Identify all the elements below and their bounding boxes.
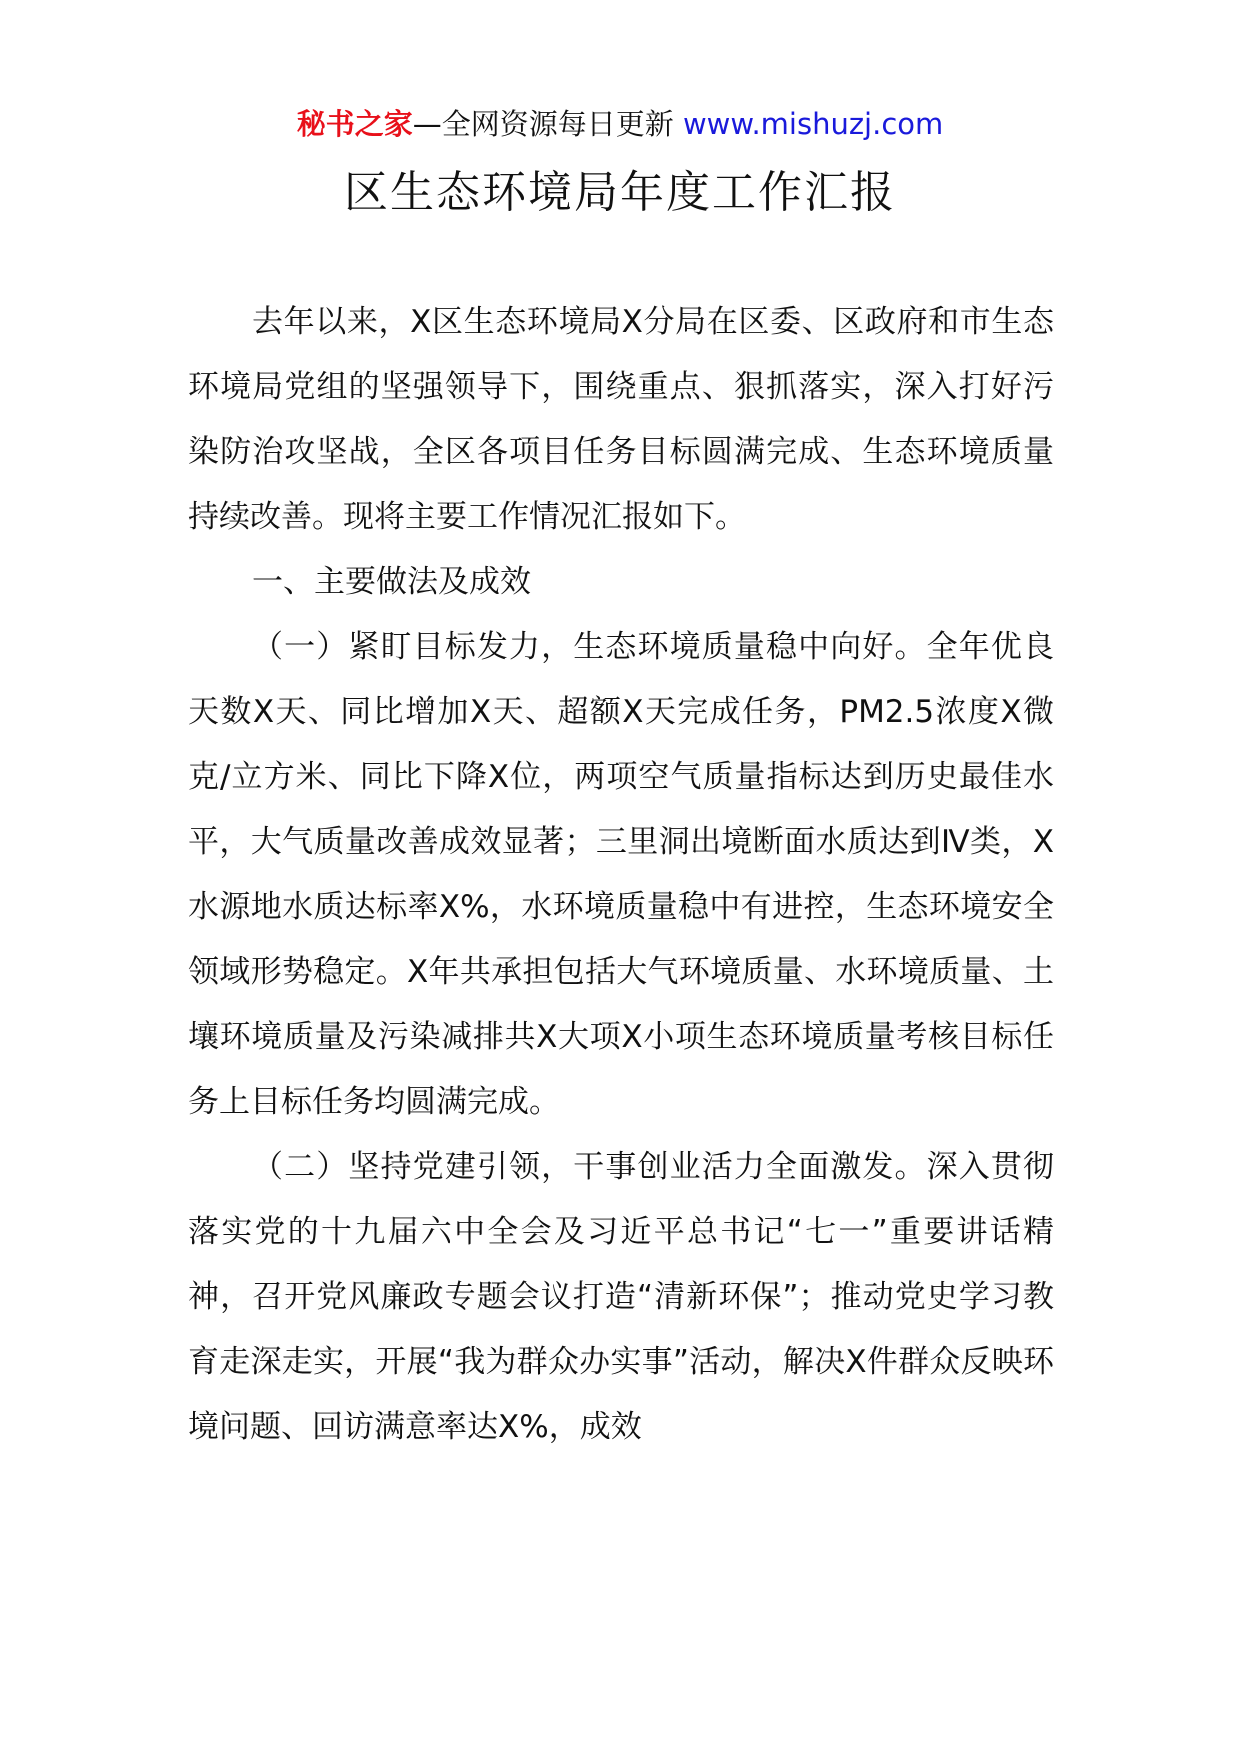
brand-name: 秘书之家 xyxy=(296,107,413,141)
body-paragraph: （二）坚持党建引领，干事创业活力全面激发。深入贯彻落实党的十九届六中全会及习近平总书记“七一”重要讲话精神，召开党风廉政专题会议打造“清新环保”；推动党史学习教育走深走实，开展“我为群众办实事”活动，解决X件群众反映环境问题、回访满意率达X%，成效 xyxy=(188,1149,1054,1445)
section-heading: 一、主要做法及成效 xyxy=(252,564,531,600)
site-header xyxy=(0,104,1240,144)
header-tagline: —全网资源每日更新 xyxy=(412,107,674,141)
document-body xyxy=(188,290,1054,1460)
document-title: 区生态环境局年度工作汇报 xyxy=(344,167,896,218)
body-paragraph: （一）紧盯目标发力，生态环境质量稳中向好。全年优良天数X天、同比增加X天、超额X天完成任务，PM2.5浓度X微克/立方米、同比下降X位，两项空气质量指标达到历史最佳水平，大气质量改善成效显著；三里洞出境断面水质达到Ⅳ类，X水源地水质达标率X%，水环境质量稳中有进控，生态环境安全领域形势稳定。X年共承担包括大气环境质量、水环境质量、土壤环境质量及污染减排共X大项X小项生态环境质量考核目标任务上目标任务均圆满完成。 xyxy=(188,629,1054,1120)
intro-paragraph: 去年以来，X区生态环境局X分局在区委、区政府和市生态环境局党组的坚强领导下，围绕重点、狠抓落实，深入打好污染防治攻坚战，全区各项目任务目标圆满完成、生态环境质量持续改善。现将主要工作情况汇报如下。 xyxy=(188,304,1054,535)
site-url-link[interactable]: www.mishuzj.com xyxy=(673,107,944,141)
